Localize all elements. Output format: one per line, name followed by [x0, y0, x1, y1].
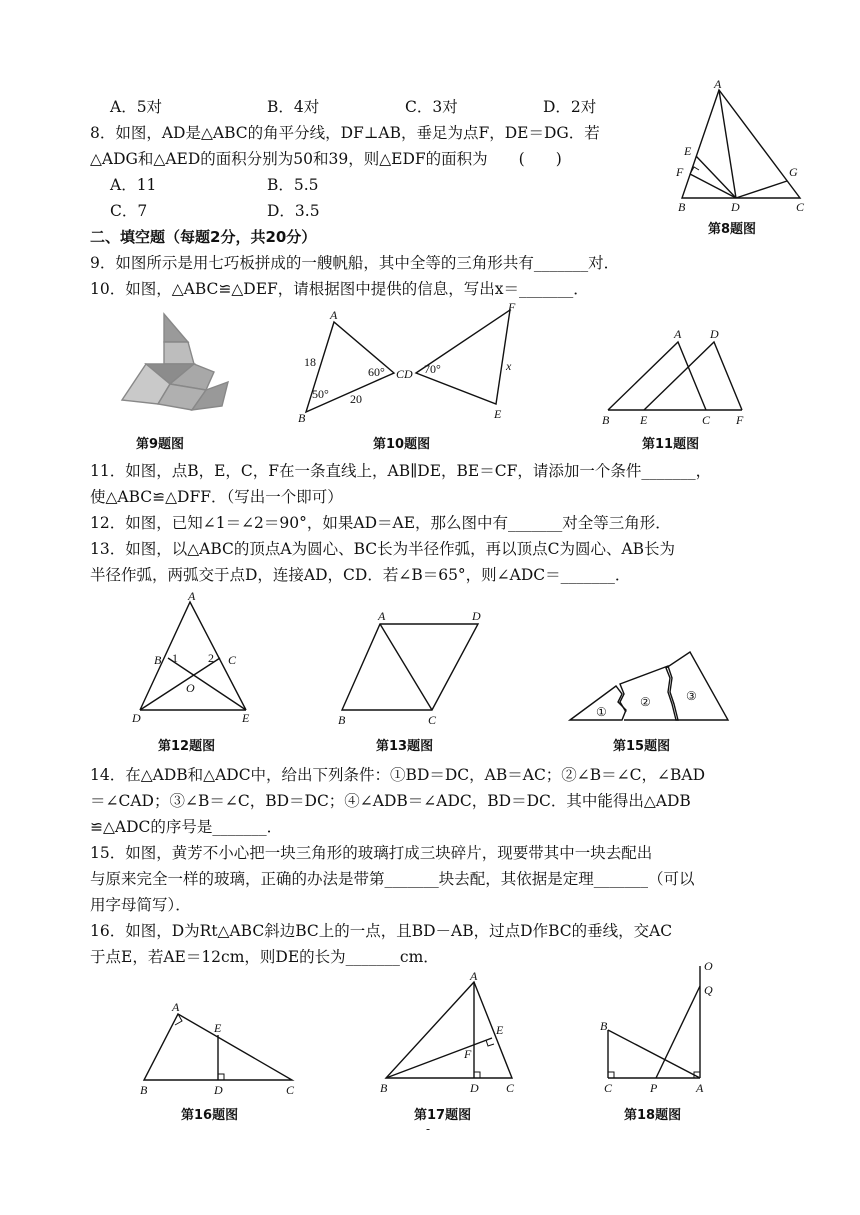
fig10-side-bc: 20 — [350, 392, 362, 406]
fig11-label-f: F — [736, 413, 744, 427]
fig18-label-q: Q — [704, 983, 713, 997]
fig10-angle-d: 70° — [424, 362, 441, 376]
figure-9 — [118, 312, 230, 412]
q8-option-d: D．3.5 — [267, 202, 320, 220]
caption-fig12: 第12题图 — [158, 739, 216, 754]
q8-option-b: B．5.5 — [267, 176, 319, 194]
caption-fig9: 第9题图 — [136, 437, 185, 452]
q11-line2: 使△ABC≌△DFF．（写出一个即可） — [90, 488, 343, 506]
fig18-label-c: C — [604, 1081, 613, 1095]
fig16-label-c: C — [286, 1083, 295, 1097]
caption-fig11: 第11题图 — [642, 437, 700, 452]
q8-option-c: C．7 — [110, 202, 148, 220]
fig12-label-e: E — [242, 711, 250, 725]
fig13-label-b: B — [338, 713, 346, 727]
fig11-label-c: C — [702, 413, 711, 427]
q7-option-d: D．2对 — [543, 98, 597, 116]
fig10-angle-c: 60° — [368, 365, 385, 379]
fig11-label-b: B — [602, 413, 610, 427]
fig8-label-b: B — [678, 200, 686, 214]
q15-line3: 用字母简写）． — [90, 896, 191, 914]
fig10-side-x: x — [506, 359, 512, 373]
q16-line1: 16．如图，D为Rt△ABC斜边BC上的一点，且BD－AB，过点D作BC的垂线，交AC — [90, 922, 673, 940]
fig15-piece-1: ① — [596, 705, 607, 719]
fig13-label-d: D — [472, 609, 481, 623]
fig12-label-a: A — [188, 589, 196, 603]
q8-option-a: A．11 — [110, 176, 157, 194]
fig11-label-a: A — [674, 327, 682, 341]
figure-18 — [598, 958, 718, 1098]
fig16-label-e: E — [214, 1021, 222, 1035]
fig8-label-f: F — [676, 165, 684, 179]
fig8-label-c: C — [796, 200, 805, 214]
fig16-label-d: D — [214, 1083, 223, 1097]
q9-text: 9．如图所示是用七巧板拼成的一艘帆船，其中全等的三角形共有_______对． — [90, 254, 620, 272]
fig10-angle-b: 50° — [312, 387, 329, 401]
q15-line2: 与原来完全一样的玻璃，正确的办法是带第_______块去配，其依据是定理_______（可以 — [90, 870, 695, 888]
fig10-label-d: D — [404, 367, 413, 381]
caption-fig10: 第10题图 — [373, 437, 431, 452]
fig18-label-p: P — [650, 1081, 658, 1095]
fig18-label-a: A — [696, 1081, 704, 1095]
caption-fig16: 第16题图 — [181, 1108, 239, 1123]
fig17-label-d: D — [470, 1081, 479, 1095]
fig15-piece-2: ② — [640, 695, 651, 709]
q10-text: 10．如图，△ABC≌△DEF，请根据图中提供的信息，写出x＝_______． — [90, 280, 589, 298]
fig12-label-d: D — [132, 711, 141, 725]
fig13-label-c: C — [428, 713, 437, 727]
fig18-label-o: O — [704, 959, 713, 973]
fig15-piece-3: ③ — [686, 689, 697, 703]
caption-fig8: 第8题图 — [708, 222, 757, 237]
fig16-label-a: A — [172, 1000, 180, 1014]
fig16-label-b: B — [140, 1083, 148, 1097]
fig10-label-b: B — [298, 411, 306, 425]
fig17-label-e: E — [496, 1023, 504, 1037]
fig8-label-g: G — [789, 165, 798, 179]
fig17-label-a: A — [470, 969, 478, 983]
figure-16 — [136, 1000, 302, 1098]
figure-12 — [128, 588, 258, 728]
fig17-label-c: C — [506, 1081, 515, 1095]
q8-line1: 8．如图，AD是△ABC的角平分线，DF⊥AB，垂足为点F，DE＝DG．若 — [90, 124, 600, 142]
q14-line3: ≌△ADC的序号是_______． — [90, 818, 283, 836]
fig13-label-a: A — [378, 609, 386, 623]
caption-fig13: 第13题图 — [376, 739, 434, 754]
fig12-label-b: B — [154, 653, 162, 667]
q7-option-c: C．3对 — [405, 98, 458, 116]
figure-11 — [594, 324, 754, 430]
fig12-label-o: O — [186, 681, 195, 695]
fig8-label-d: D — [731, 200, 740, 214]
fig17-label-b: B — [380, 1081, 388, 1095]
fig11-label-d: D — [710, 327, 719, 341]
page-mark: - — [426, 1122, 431, 1136]
fig17-label-f: F — [464, 1047, 472, 1061]
caption-fig17: 第17题图 — [414, 1108, 472, 1123]
fig10-label-f: F — [508, 300, 516, 314]
fig10-label-e: E — [494, 407, 502, 421]
q7-option-b: B．4对 — [267, 98, 320, 116]
q12-text: 12．如图，已知∠1＝∠2＝90°，如果AD＝AE，那么图中有_______对全等三角形． — [90, 514, 671, 532]
q14-line2: ＝∠CAD；③∠B＝∠C，BD＝DC；④∠ADB＝∠ADC，BD＝DC．其中能得出△ADB — [90, 792, 691, 810]
fig12-label-c: C — [228, 653, 237, 667]
fig12-angle-2: 2 — [208, 651, 214, 665]
q15-line1: 15．如图，黄芳不小心把一块三角形的玻璃打成三块碎片，现要带其中一块去配出 — [90, 844, 653, 862]
q13-line1: 13．如图，以△ABC的顶点A为圆心、BC长为半径作弧，再以顶点C为圆心、AB长为 — [90, 540, 676, 558]
figure-8 — [668, 78, 818, 216]
figure-15 — [564, 648, 738, 724]
fig10-label-c: C — [396, 367, 405, 381]
q7-option-a: A．5对 — [110, 98, 163, 116]
figure-17 — [378, 970, 528, 1098]
q8-line2: △ADG和△AED的面积分别为50和39，则△EDF的面积为 ( ) — [90, 150, 562, 168]
caption-fig15: 第15题图 — [613, 739, 671, 754]
figure-10 — [290, 300, 530, 428]
fig8-label-a: A — [714, 77, 722, 91]
fig10-side-ab: 18 — [304, 355, 316, 369]
fig11-label-e: E — [640, 413, 648, 427]
fig10-label-a: A — [330, 308, 338, 322]
q11-line1: 11．如图，点B，E，C，F在一条直线上，AB∥DE，BE＝CF，请添加一个条件_______， — [90, 462, 712, 480]
fig12-angle-1: 1 — [172, 651, 178, 665]
q13-line2: 半径作弧，两弧交于点D，连接AD，CD．若∠B＝65°，则∠ADC＝_______． — [90, 566, 631, 584]
q14-line1: 14．在△ADB和△ADC中，给出下列条件：①BD＝DC，AB＝AC；②∠B＝∠C，∠BAD — [90, 766, 706, 784]
figure-13 — [332, 604, 492, 726]
section-2-title: 二、填空题（每题2分，共20分） — [90, 228, 317, 246]
caption-fig18: 第18题图 — [624, 1108, 682, 1123]
q16-line2: 于点E，若AE＝12cm，则DE的长为_______cm． — [90, 948, 439, 966]
fig8-label-e: E — [684, 144, 692, 158]
fig18-label-b: B — [600, 1019, 608, 1033]
